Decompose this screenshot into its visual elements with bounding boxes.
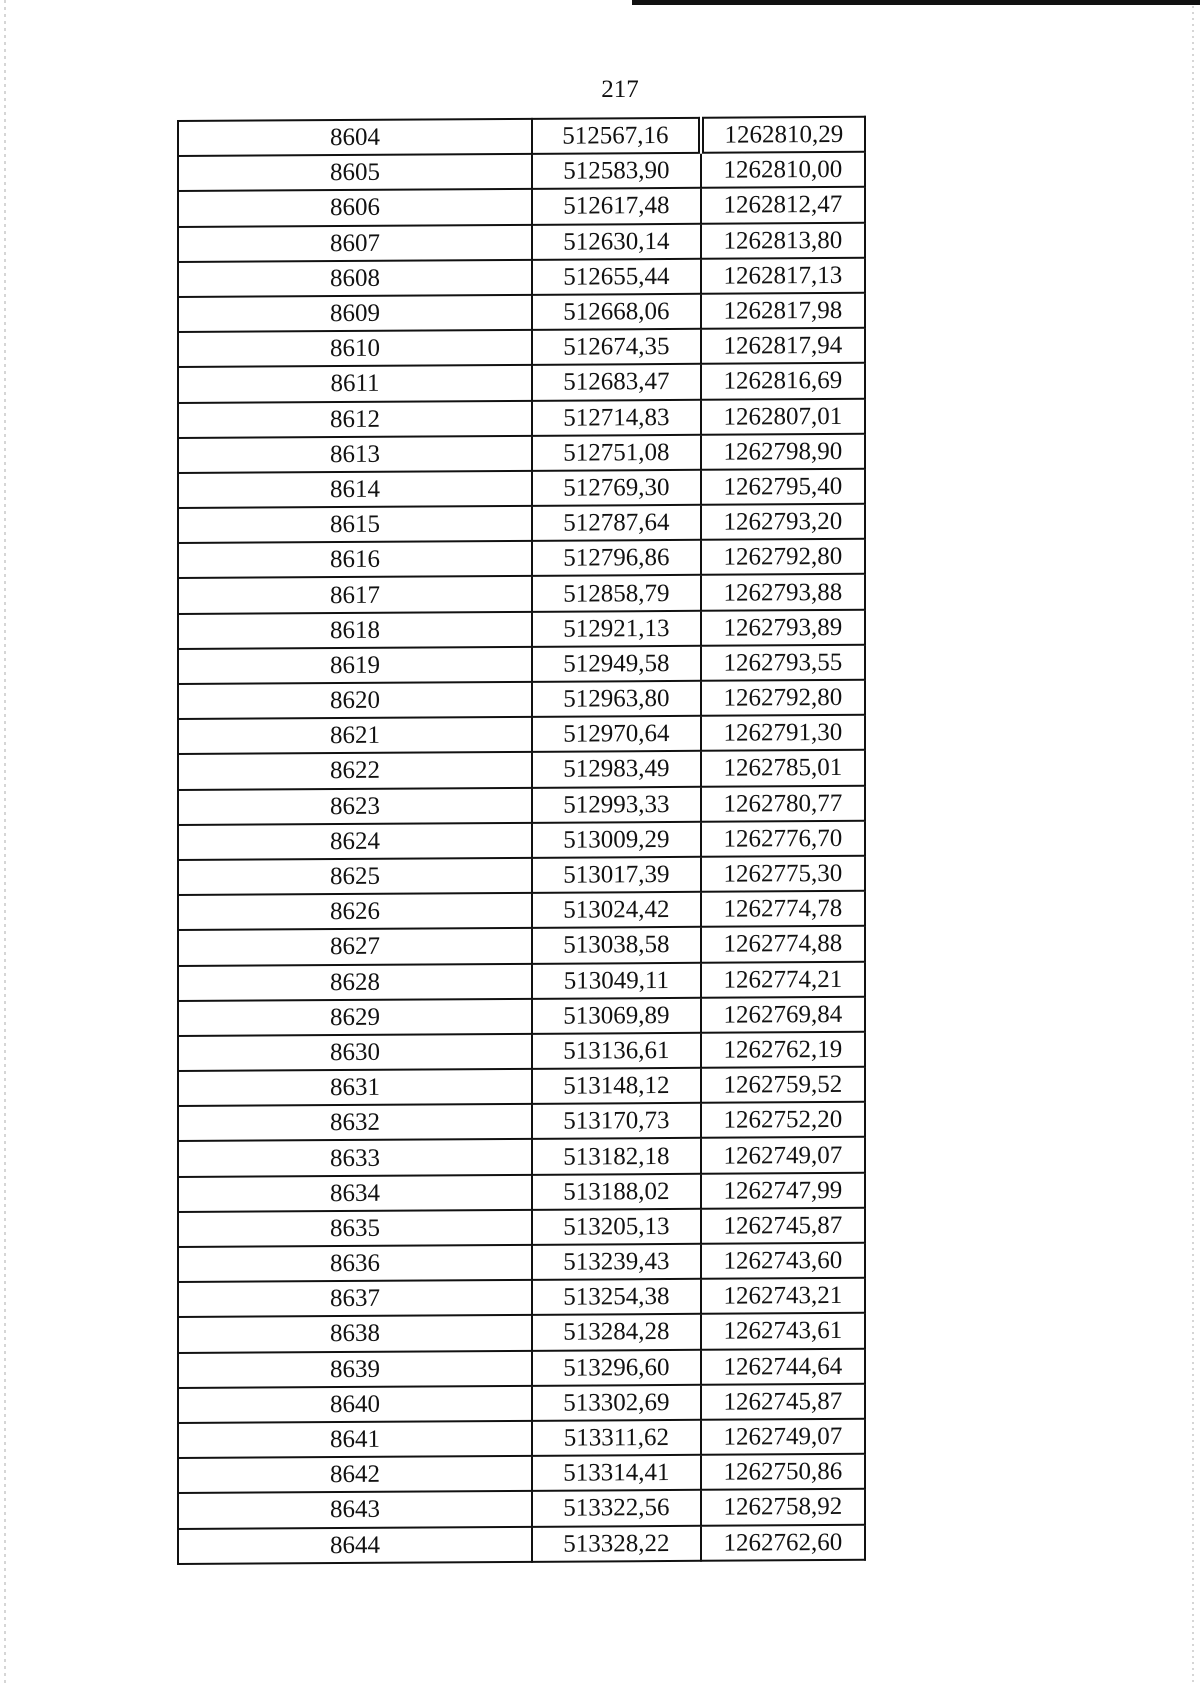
x-coordinate-cell: 512714,83 xyxy=(532,399,701,435)
y-coordinate-cell: 1262791,30 xyxy=(701,715,865,751)
table-row xyxy=(178,1208,865,1247)
point-number-cell: 8643 xyxy=(178,1491,532,1528)
y-coordinate-cell: 1262793,55 xyxy=(701,645,865,681)
point-number-cell: 8631 xyxy=(178,1069,532,1106)
y-coordinate-cell: 1262793,20 xyxy=(701,504,865,540)
y-coordinate-cell: 1262743,60 xyxy=(701,1243,865,1279)
x-coordinate-cell: 513049,11 xyxy=(532,962,701,998)
y-coordinate-cell: 1262812,47 xyxy=(701,187,865,223)
point-number-cell: 8642 xyxy=(178,1456,532,1493)
x-coordinate-cell: 512921,13 xyxy=(532,610,701,646)
x-coordinate-cell: 513170,73 xyxy=(532,1103,701,1139)
table-row xyxy=(178,469,865,508)
y-coordinate-cell: 1262810,00 xyxy=(701,152,865,188)
coordinates-table xyxy=(177,116,866,1565)
x-coordinate-cell: 513038,58 xyxy=(532,927,701,963)
point-number-cell: 8635 xyxy=(178,1210,532,1247)
y-coordinate-cell: 1262745,87 xyxy=(701,1384,865,1420)
x-coordinate-cell: 513024,42 xyxy=(532,892,701,928)
x-coordinate-cell: 512683,47 xyxy=(532,364,701,400)
y-coordinate-cell: 1262759,52 xyxy=(701,1067,865,1103)
table-row xyxy=(178,856,865,895)
point-number-cell: 8636 xyxy=(178,1245,532,1282)
scan-edge-right xyxy=(1192,0,1194,1686)
x-coordinate-cell: 513069,89 xyxy=(532,997,701,1033)
x-coordinate-cell: 513009,29 xyxy=(532,822,701,858)
y-coordinate-cell: 1262792,80 xyxy=(701,680,865,716)
table-row xyxy=(178,891,865,930)
table-row xyxy=(178,258,865,297)
table-row xyxy=(178,1243,865,1282)
y-coordinate-cell: 1262793,89 xyxy=(701,609,865,645)
x-coordinate-cell: 513205,13 xyxy=(532,1209,701,1245)
table-row xyxy=(178,996,865,1035)
x-coordinate-cell: 512617,48 xyxy=(532,188,701,224)
page-number: 217 xyxy=(601,76,639,103)
x-coordinate-cell: 512668,06 xyxy=(532,294,701,330)
point-number-cell: 8628 xyxy=(178,963,532,1000)
table-row xyxy=(178,1313,865,1352)
table-row xyxy=(178,1419,865,1458)
x-coordinate-cell: 512751,08 xyxy=(532,434,701,470)
point-number-cell: 8611 xyxy=(178,365,532,402)
table-row xyxy=(178,821,865,860)
table-row xyxy=(178,1067,865,1106)
table-row xyxy=(178,328,865,367)
x-coordinate-cell: 513314,41 xyxy=(532,1455,701,1491)
y-coordinate-cell: 1262817,13 xyxy=(701,258,865,294)
point-number-cell: 8614 xyxy=(178,471,532,508)
y-coordinate-cell: 1262776,70 xyxy=(701,821,865,857)
table-row xyxy=(178,609,865,648)
table-row xyxy=(178,1032,865,1071)
x-coordinate-cell: 513254,38 xyxy=(532,1279,701,1315)
table-row xyxy=(178,222,865,261)
table-row xyxy=(178,539,865,578)
table-row xyxy=(178,117,865,156)
point-number-cell: 8629 xyxy=(178,999,532,1036)
table-row xyxy=(178,293,865,332)
table-row xyxy=(178,961,865,1000)
x-coordinate-cell: 513188,02 xyxy=(532,1173,701,1209)
table-row xyxy=(178,1524,865,1563)
table-row xyxy=(178,1278,865,1317)
y-coordinate-cell: 1262798,90 xyxy=(701,433,865,469)
x-coordinate-cell: 513182,18 xyxy=(532,1138,701,1174)
y-coordinate-cell: 1262769,84 xyxy=(701,996,865,1032)
point-number-cell: 8627 xyxy=(178,928,532,965)
x-coordinate-cell: 512769,30 xyxy=(532,470,701,506)
x-coordinate-cell: 512949,58 xyxy=(532,646,701,682)
y-coordinate-cell: 1262747,99 xyxy=(701,1172,865,1208)
x-coordinate-cell: 512858,79 xyxy=(532,575,701,611)
scan-edge-left xyxy=(4,0,6,1686)
table-row xyxy=(178,152,865,191)
point-number-cell: 8630 xyxy=(178,1034,532,1071)
x-coordinate-cell: 512963,80 xyxy=(532,681,701,717)
table-row xyxy=(178,433,865,472)
point-number-cell: 8624 xyxy=(178,823,532,860)
point-number-cell: 8615 xyxy=(178,506,532,543)
point-number-cell: 8640 xyxy=(178,1386,532,1423)
x-coordinate-cell: 513284,28 xyxy=(532,1314,701,1350)
table-row xyxy=(178,1137,865,1176)
y-coordinate-cell: 1262743,21 xyxy=(701,1278,865,1314)
table-row xyxy=(178,680,865,719)
table-row xyxy=(178,1172,865,1211)
table-row xyxy=(178,187,865,226)
point-number-cell: 8604 xyxy=(178,119,532,156)
point-number-cell: 8616 xyxy=(178,541,532,578)
table-row xyxy=(178,1348,865,1387)
x-coordinate-cell: 512796,86 xyxy=(532,540,701,576)
y-coordinate-cell: 1262817,98 xyxy=(701,293,865,329)
y-coordinate-cell: 1262774,88 xyxy=(701,926,865,962)
y-coordinate-cell: 1262817,94 xyxy=(701,328,865,364)
x-coordinate-cell: 513017,39 xyxy=(532,857,701,893)
x-coordinate-cell: 512567,16 xyxy=(532,118,701,154)
table-row xyxy=(178,1489,865,1528)
x-coordinate-cell: 512674,35 xyxy=(532,329,701,365)
point-number-cell: 8637 xyxy=(178,1280,532,1317)
table-row xyxy=(178,398,865,437)
point-number-cell: 8607 xyxy=(178,224,532,261)
y-coordinate-cell: 1262774,78 xyxy=(701,891,865,927)
point-number-cell: 8622 xyxy=(178,752,532,789)
point-number-cell: 8634 xyxy=(178,1174,532,1211)
x-coordinate-cell: 512583,90 xyxy=(532,153,701,189)
y-coordinate-cell: 1262785,01 xyxy=(701,750,865,786)
y-coordinate-cell: 1262762,19 xyxy=(701,1032,865,1068)
x-coordinate-cell: 513322,56 xyxy=(532,1490,701,1526)
x-coordinate-cell: 513302,69 xyxy=(532,1385,701,1421)
x-coordinate-cell: 513136,61 xyxy=(532,1033,701,1069)
point-number-cell: 8626 xyxy=(178,893,532,930)
point-number-cell: 8632 xyxy=(178,1104,532,1141)
point-number-cell: 8609 xyxy=(178,295,532,332)
point-number-cell: 8623 xyxy=(178,787,532,824)
point-number-cell: 8618 xyxy=(178,611,532,648)
point-number-cell: 8641 xyxy=(178,1421,532,1458)
y-coordinate-cell: 1262813,80 xyxy=(701,222,865,258)
table-row xyxy=(178,504,865,543)
table-row xyxy=(178,1102,865,1141)
x-coordinate-cell: 513239,43 xyxy=(532,1244,701,1280)
y-coordinate-cell: 1262758,92 xyxy=(701,1489,865,1525)
y-coordinate-cell: 1262810,29 xyxy=(701,117,865,153)
point-number-cell: 8610 xyxy=(178,330,532,367)
y-coordinate-cell: 1262749,07 xyxy=(701,1419,865,1455)
x-coordinate-cell: 512993,33 xyxy=(532,786,701,822)
table-row xyxy=(178,785,865,824)
y-coordinate-cell: 1262816,69 xyxy=(701,363,865,399)
y-coordinate-cell: 1262792,80 xyxy=(701,539,865,575)
x-coordinate-cell: 512983,49 xyxy=(532,751,701,787)
y-coordinate-cell: 1262750,86 xyxy=(701,1454,865,1490)
y-coordinate-cell: 1262793,88 xyxy=(701,574,865,610)
table-row xyxy=(178,645,865,684)
x-coordinate-cell: 512655,44 xyxy=(532,259,701,295)
table-row xyxy=(178,363,865,402)
x-coordinate-cell: 512970,64 xyxy=(532,716,701,752)
point-number-cell: 8625 xyxy=(178,858,532,895)
point-number-cell: 8605 xyxy=(178,154,532,191)
y-coordinate-cell: 1262795,40 xyxy=(701,469,865,505)
y-coordinate-cell: 1262749,07 xyxy=(701,1137,865,1173)
y-coordinate-cell: 1262752,20 xyxy=(701,1102,865,1138)
x-coordinate-cell: 512787,64 xyxy=(532,505,701,541)
table-row xyxy=(178,1454,865,1493)
table-row xyxy=(178,926,865,965)
point-number-cell: 8620 xyxy=(178,682,532,719)
y-coordinate-cell: 1262780,77 xyxy=(701,785,865,821)
table-row xyxy=(178,1384,865,1423)
table-row xyxy=(178,750,865,789)
x-coordinate-cell: 513328,22 xyxy=(532,1525,701,1561)
y-coordinate-cell: 1262807,01 xyxy=(701,398,865,434)
point-number-cell: 8617 xyxy=(178,576,532,613)
y-coordinate-cell: 1262775,30 xyxy=(701,856,865,892)
y-coordinate-cell: 1262762,60 xyxy=(701,1524,865,1560)
point-number-cell: 8638 xyxy=(178,1315,532,1352)
y-coordinate-cell: 1262743,61 xyxy=(701,1313,865,1349)
point-number-cell: 8608 xyxy=(178,260,532,297)
y-coordinate-cell: 1262744,64 xyxy=(701,1348,865,1384)
point-number-cell: 8612 xyxy=(178,400,532,437)
point-number-cell: 8621 xyxy=(178,717,532,754)
y-coordinate-cell: 1262774,21 xyxy=(701,961,865,997)
point-number-cell: 8644 xyxy=(178,1526,532,1563)
y-coordinate-cell: 1262745,87 xyxy=(701,1208,865,1244)
point-number-cell: 8639 xyxy=(178,1350,532,1387)
top-rule-line xyxy=(632,0,1200,5)
x-coordinate-cell: 513296,60 xyxy=(532,1349,701,1385)
table-row xyxy=(178,715,865,754)
point-number-cell: 8633 xyxy=(178,1139,532,1176)
point-number-cell: 8619 xyxy=(178,647,532,684)
x-coordinate-cell: 513148,12 xyxy=(532,1068,701,1104)
coordinates-table-body xyxy=(178,117,865,1564)
x-coordinate-cell: 512630,14 xyxy=(532,223,701,259)
table-row xyxy=(178,574,865,613)
x-coordinate-cell: 513311,62 xyxy=(532,1420,701,1456)
point-number-cell: 8606 xyxy=(178,189,532,226)
point-number-cell: 8613 xyxy=(178,436,532,473)
